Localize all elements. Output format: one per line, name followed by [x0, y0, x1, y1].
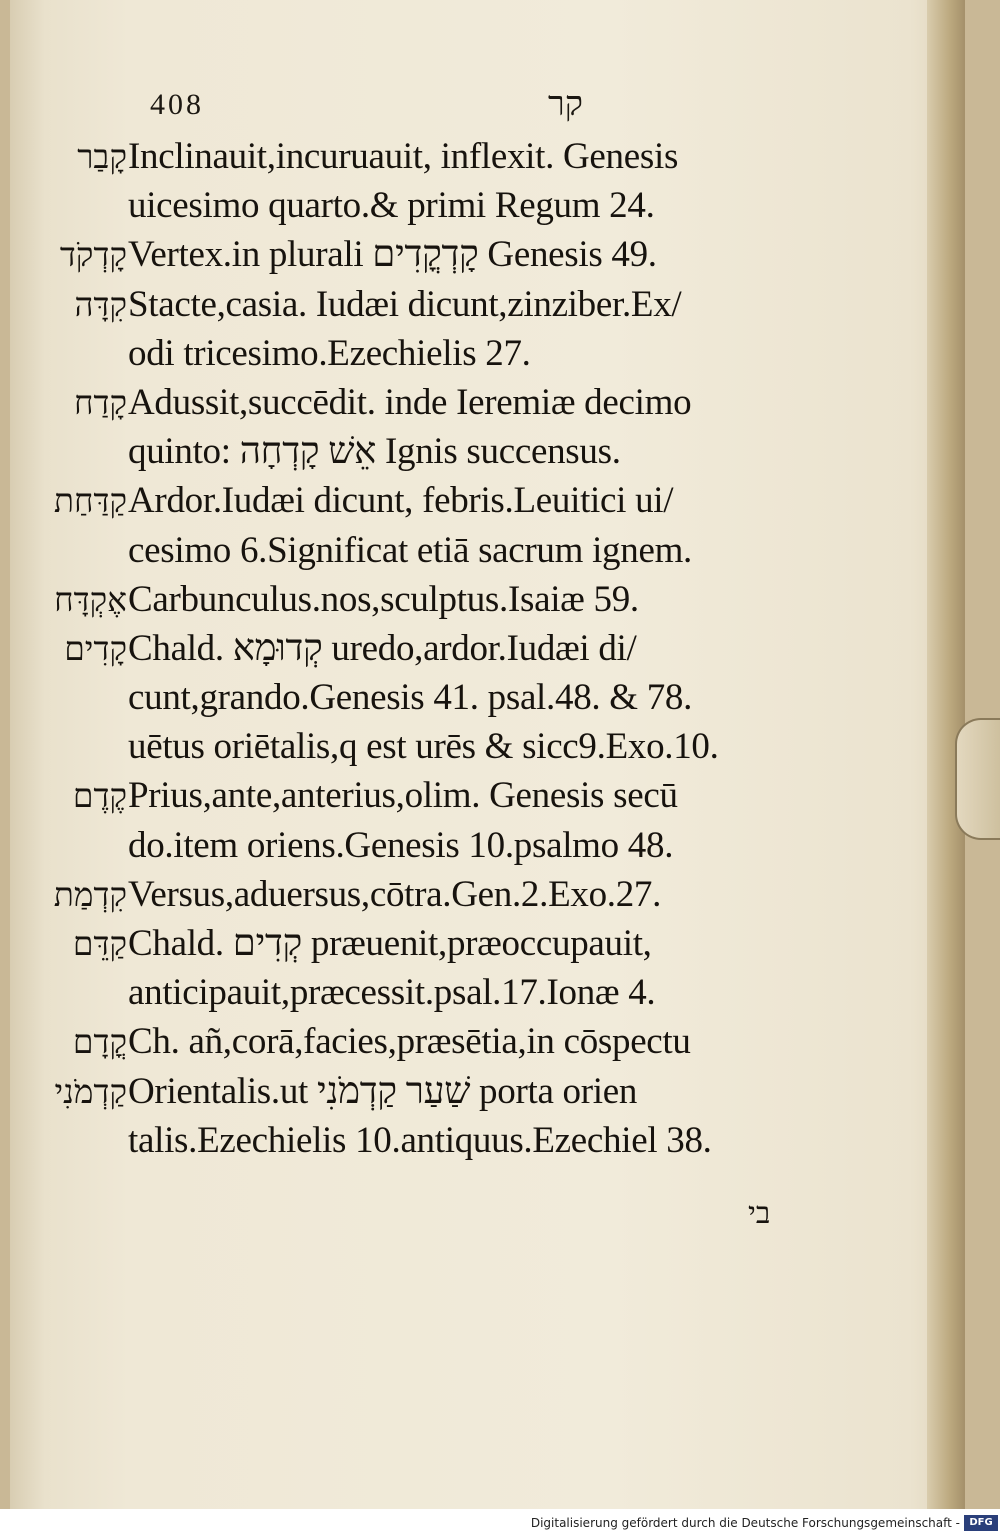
text-line — [10, 919, 965, 968]
footer-bar — [0, 1509, 1000, 1539]
text-line — [10, 132, 965, 181]
latin-gloss: anticipauit,præcessit.psal.17.Ionæ 4. — [128, 972, 656, 1014]
latin-gloss: Adussit,succēdit. inde Ieremiæ decimo — [128, 381, 692, 423]
latin-gloss: Ch. añ,corā,facies,præsētia,in cōspectu — [128, 1021, 691, 1063]
text-line — [10, 280, 965, 329]
latin-gloss: Ardor.Iudæi dicunt, febris.Leuitici ui/ — [128, 480, 674, 522]
hebrew-headword: אֶקְדָּח — [54, 579, 127, 619]
latin-gloss: uicesimo quarto.& primi Regum 24. — [128, 185, 655, 227]
text-line — [10, 427, 965, 476]
latin-gloss: talis.Ezechielis 10.antiquus.Ezechiel 38. — [128, 1119, 712, 1161]
folio-number: 408 — [150, 88, 204, 121]
dfg-logo: DFG — [964, 1515, 998, 1531]
latin-gloss: Chald. קְדִים præuenit,præoccupauit, — [128, 923, 652, 964]
text-line — [10, 870, 965, 919]
latin-gloss: Orientalis.ut שַׁעַר קַדְמֹנִי porta orien — [128, 1070, 638, 1112]
latin-gloss: cunt,grando.Genesis 41. psal.48. & 78. — [128, 677, 693, 719]
catchword: בי — [748, 1196, 771, 1231]
paper-page — [10, 0, 965, 1509]
text-line — [10, 181, 965, 230]
latin-gloss: do.item oriens.Genesis 10.psalmo 48. — [128, 824, 674, 866]
hebrew-headword: קַדַּחַת — [53, 481, 127, 521]
text-line — [10, 624, 965, 673]
hebrew-headword: קָבַר — [77, 137, 127, 176]
text-line — [10, 526, 965, 575]
text-line — [10, 378, 965, 427]
text-line — [10, 968, 965, 1017]
hebrew-headword: קָדִים — [64, 628, 127, 668]
text-line — [10, 1067, 965, 1116]
hebrew-headword: קַדֵּם — [72, 924, 127, 963]
latin-gloss: Inclinauit,incuruauit, inflexit. Genesis — [128, 136, 679, 177]
text-line — [10, 673, 965, 722]
hebrew-headword: קָדְקֹד — [59, 235, 127, 275]
hebrew-headword: קֶדֶם — [72, 776, 127, 816]
page-tab-notch — [955, 718, 1000, 840]
latin-gloss: cesimo 6.Significat etiā sacrum ignem. — [128, 529, 692, 571]
latin-gloss: Vertex.in plurali קָדְקֳדִים Genesis 49. — [128, 234, 657, 276]
dictionary-entries — [10, 132, 965, 1165]
hebrew-headword: קָדַח — [73, 382, 127, 422]
latin-gloss: Carbunculus.nos,sculptus.Isaiæ 59. — [128, 578, 639, 620]
latin-gloss: Stacte,casia. Iudæi dicunt,zinziber.Ex/ — [128, 283, 682, 325]
hebrew-headword: קִדְמַת — [53, 874, 127, 914]
latin-gloss: uētus oriētalis,q est urēs & sicc9.Exo.10. — [128, 726, 719, 768]
latin-gloss: Chald. קְדוּמָא uredo,ardor.Iudæi di/ — [128, 627, 637, 669]
latin-gloss: Versus,aduersus,cōtra.Gen.2.Exo.27. — [128, 873, 662, 915]
hebrew-headword: קֳדָם — [72, 1022, 127, 1062]
funding-credit: Digitalisierung gefördert durch die Deutsche Forschungsgemeinschaft - — [530, 1516, 960, 1530]
text-line — [10, 821, 965, 870]
text-line — [10, 476, 965, 525]
latin-gloss: quinto: אֵשׁ קָדְחָה Ignis succensus. — [128, 431, 621, 473]
text-line — [10, 1116, 965, 1165]
hebrew-headword: קִדָּה — [74, 284, 127, 324]
text-line — [10, 230, 965, 279]
text-line — [10, 329, 965, 378]
text-line — [10, 1017, 965, 1066]
text-line — [10, 771, 965, 820]
latin-gloss: Prius,ante,anterius,olim. Genesis secū — [128, 775, 678, 817]
running-head: קר — [548, 84, 583, 124]
text-line — [10, 575, 965, 624]
text-line — [10, 722, 965, 771]
hebrew-headword: קַדְמֹנִי — [54, 1071, 127, 1111]
latin-gloss: odi tricesimo.Ezechielis 27. — [128, 332, 531, 374]
